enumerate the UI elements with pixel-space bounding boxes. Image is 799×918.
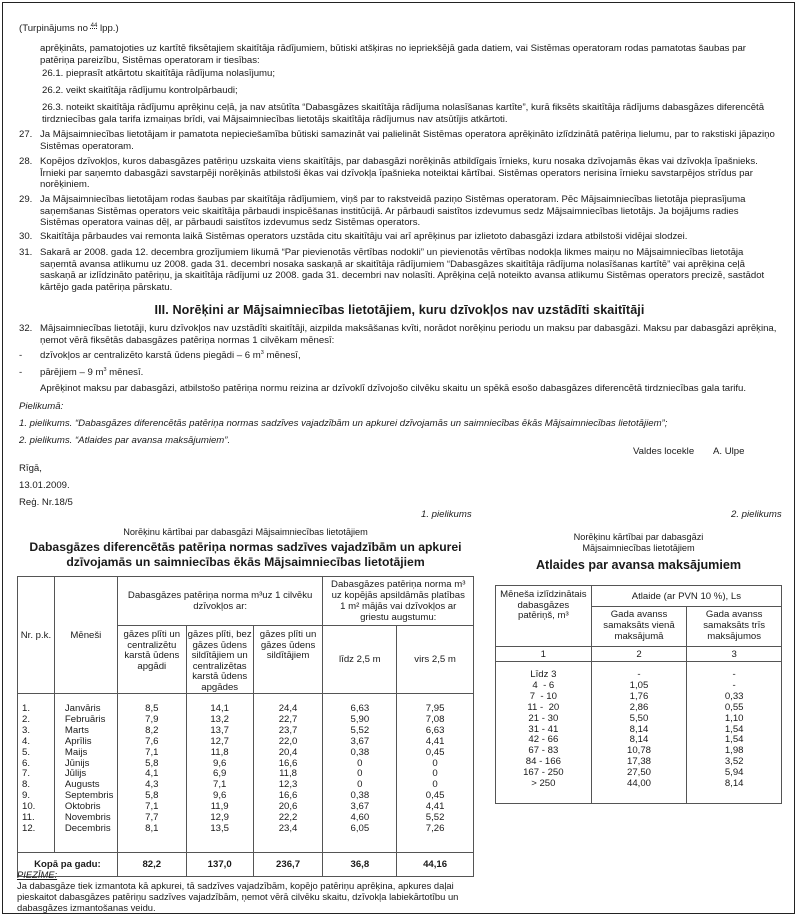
annex1-table	[17, 576, 474, 877]
header-col2: gāzes plīti, bez gāzes ūdens sildītājiem un centralizētas karstā ūdens apgādes	[186, 626, 253, 694]
paragraph-32	[19, 323, 779, 346]
three-payments-column	[687, 662, 782, 804]
table-cell: 27,50	[626, 767, 651, 779]
continuation-page: 44	[90, 23, 98, 29]
table-cell: Augusts	[64, 779, 100, 791]
table-cell: 8,14	[629, 734, 649, 746]
table-cell: 11.	[22, 812, 35, 824]
paragraph-text: Mājsaimniecības lietotāji, kuru dzīvokļos nav uzstādīti skaitītāji, aizpilda maksāšanas kvīti, norādot norēķinu periodu un maksu par dabasgāzi. Maksu par dabasgāzi aprēķina, ņemot vērā fiksētās dabasgāzes patēriņa normas 1 cilvēkam mēnesī:	[40, 323, 777, 346]
table-cell: 42 - 66	[528, 734, 559, 746]
table-cell: 13,7	[210, 724, 230, 736]
table-cell: Janvāris	[64, 703, 101, 714]
attachment-item-1: 1. pielikums. “Dabasgāzes diferencētās patēriņa normas sadzīves vajadzībām un apkurei dzīvojamās un saimniecības ēkās Mājsaimniecības lietotājiem”;	[19, 418, 668, 429]
signature-name: A. Ulpe	[713, 446, 745, 457]
table-cell: Aprīlis	[64, 735, 92, 747]
table-cell: 2,86	[629, 701, 649, 713]
subpoint-26-2: 26.2. veikt skaitītāja rādījumu kontrolpārbaudi;	[42, 85, 238, 96]
place: Rīgā,	[19, 463, 42, 474]
superscript: 3	[103, 367, 107, 373]
header-nr: Nr. p.k.	[18, 577, 55, 694]
table-cell: 9,6	[213, 790, 227, 802]
table-cell: 22,7	[278, 713, 298, 725]
table-cell: 7,08	[425, 713, 445, 725]
nr-column	[18, 694, 55, 853]
table-cell: 1,54	[724, 723, 744, 735]
table-cell: 8,14	[629, 723, 649, 735]
paragraph-28	[19, 156, 779, 191]
paragraph-text: Ja Mājsaimniecības lietotājam rodas šaubas par skaitītāja rādījumiem, viņš par to rakstveidā paziņo Sistēmas operatoram. Pēc Mājsaimniecības lietotāja pieprasījuma saņemšanas Sistēmas operators veic skaitītāja pārbaudi inspicēšanas institūcijā. Ar pārbaudi saistītos izdevumus sedz Mājsaimniecības lietotājs. Ja bojājums radies Sistēmas operatora vainas dēļ, ar pārbaudi saistītos izdevumus sedz Sistēmas operators.	[40, 194, 746, 229]
paragraph-number: 28.	[19, 156, 33, 167]
table-cell: Septembris	[64, 790, 114, 802]
total-col2: 137,0	[186, 853, 253, 877]
header-three-payments: Gada avanss samaksāts trīs maksājumos	[687, 607, 782, 647]
closing-paragraph: Aprēķinot maksu par dabasgāzi, atbilstošo patēriņa normu reizina ar dzīvoklī dzīvojošo cilvēku skaitu un spēkā esošo dabasgāzes diferencētā tirdzniecības gala tarifu.	[40, 383, 747, 394]
table-cell: 11,8	[210, 746, 229, 758]
table-cell: 11 - 20	[527, 701, 560, 713]
section-heading: III. Norēķini ar Mājsaimniecības lietotājiem, kuru dzīvokļos nav uzstādīti skaitītāji	[154, 303, 645, 317]
total-label: Kopā pa gadu:	[18, 853, 118, 877]
header-col5: virs 2,5 m	[397, 626, 474, 694]
table-cell: 1,98	[724, 745, 744, 757]
month-column	[54, 694, 117, 853]
table-cell: 84 - 166	[525, 756, 561, 768]
annex1-title-line2: dzīvojamās un saimniecības ēkās Mājsaimniecības lietotājiem	[66, 555, 425, 569]
table-cell: Novembris	[64, 812, 111, 824]
table-cell: 8.	[22, 779, 31, 791]
bullet-item	[19, 367, 779, 379]
table-cell: Marts	[64, 724, 89, 736]
table-cell: 10,78	[626, 745, 651, 757]
table-cell: 12,3	[278, 779, 298, 791]
subpoint-26-3: 26.3. noteikt skaitītāja rādījumu aprēķinu ceļā, ja nav atsūtīta “Dabasgāzes skaitītāja rādījuma nolasīšanas kartīte”, kurā fiksēts skaitītāja rādījums dabasgāzes diferencētā tirdzniecības gala tarifa izmaiņas brīdi, vai Mājsaimniecības lietotājs skaitītāja rādījumus nav atsūtījis atkārtoti.	[42, 102, 765, 125]
col2-values	[186, 694, 253, 853]
intro-paragraph: aprēķināts, pamatojoties uz kartītē fiksētajiem skaitītāja rādījumiem, būtiski atšķiras no iepriekšējā gada datiem, vai Sistēmas operatoram rodas pamatotas šaubas par patēriņa pareizību, Sistēmas operatoram ir tiesības:	[40, 43, 747, 66]
note-label: PIEZĪME:	[17, 869, 58, 880]
total-col3: 236,7	[253, 853, 323, 877]
col3-values	[253, 694, 323, 853]
table-cell: 20,4	[278, 746, 298, 758]
table-cell: Decembris	[64, 822, 111, 834]
table-cell: 1,54	[724, 734, 744, 746]
continuation-note	[19, 23, 119, 34]
table-cell: 13,2	[210, 713, 230, 725]
table-cell: 7,26	[425, 822, 445, 834]
table-cell: -	[637, 669, 641, 680]
table-cell: 11,8	[279, 768, 298, 780]
table-cell: 5,90	[350, 713, 370, 725]
header-discount-group: Atlaide (ar PVN 10 %), Ls	[591, 586, 781, 607]
table-cell: 3.	[22, 724, 31, 736]
table-cell: 22,0	[278, 735, 298, 747]
table-cell: 0	[432, 779, 438, 791]
table-cell: 23,7	[278, 724, 298, 736]
attachments-label: Pielikumā:	[19, 401, 64, 412]
table-cell: 9,6	[213, 757, 227, 769]
range-column	[496, 662, 592, 804]
table-cell: 14,1	[210, 703, 230, 714]
table-cell: 5,52	[425, 812, 445, 824]
annex1-title-line1: Dabasgāzes diferencētās patēriņa normas sadzīves vajadzībām un apkurei	[29, 540, 462, 554]
table-cell: 0	[357, 768, 363, 780]
data-rows	[18, 694, 474, 853]
table-cell: 9.	[22, 790, 31, 802]
table-cell: 0,33	[724, 690, 744, 702]
one-payment-column	[591, 662, 687, 804]
bullet-dash: -	[19, 350, 23, 361]
table-cell: 3,67	[350, 735, 370, 747]
bullet-text: pārējiem – 9 m	[40, 367, 104, 378]
table-cell: 0	[357, 757, 363, 769]
header-consumption: Mēneša izlīdzinātais dabasgāzes patēriņš, m³	[496, 586, 592, 647]
header-col4: līdz 2,5 m	[323, 626, 397, 694]
registration-number: Reģ. Nr.18/5	[19, 497, 73, 508]
annex2-label: 2. pielikums	[731, 509, 782, 520]
table-cell: 67 - 83	[528, 745, 559, 757]
table-cell: 4,41	[425, 735, 445, 747]
total-col4: 36,8	[323, 853, 397, 877]
table-cell: -	[732, 669, 736, 680]
table-cell: 8,1	[145, 822, 159, 834]
col5-values	[397, 694, 474, 853]
table-cell: > 250	[531, 778, 556, 790]
table-cell: 2.	[22, 713, 31, 725]
total-col5: 44,16	[397, 853, 474, 877]
table-cell: 0	[432, 757, 438, 769]
table-cell: 1,76	[629, 690, 649, 702]
paragraph-text: Skaitītāja pārbaudes vai remonta laikā Sistēmas operators uzstāda citu skaitītāju vai arī aprēķinus par izlietoto dabasgāzi izdara atbilstoši vidējai slodzei.	[40, 231, 688, 242]
total-col1: 82,2	[117, 853, 186, 877]
table-cell: 4 - 6	[532, 679, 555, 691]
table-cell: Oktobris	[64, 801, 101, 813]
continuation-suffix: lpp.)	[97, 23, 119, 34]
paragraph-text: Sakarā ar 2008. gada 12. decembra grozījumiem likumā “Par pievienotās vērtības nodokli” un pievienotās vērtības nodokļa likmes maiņu no Mājsaimniecības lietotāja saņemtā avansa atlikumu uz 2008. gada 31. decembri nosaka saskaņā ar skaitītāja rādījumiem “Dabasgāzes skaitītāja rādījuma nolasīšanas kartītē” vai aprēķina ceļā saskaņā ar izlīdzināto patēriņu, ja skaitītāja rādījumi uz 2008. gada 31. decembri nav nolasīti. Aprēķina ceļā noteikto avansa atlikumu Sistēmas operators precizē, sastādot kārtējo gada patēriņa pārskatu.	[40, 247, 765, 293]
table-cell: Maijs	[64, 746, 88, 758]
table-cell: 5,8	[145, 790, 159, 802]
table-cell: 0	[357, 779, 363, 791]
table-cell: 5,52	[350, 724, 370, 736]
table-cell: 1,05	[629, 679, 649, 691]
table-cell: 7,1	[213, 779, 227, 791]
table-cell: 0,45	[425, 790, 445, 802]
table-cell: 16,6	[278, 790, 298, 802]
continuation-prefix: (Turpinājums no	[19, 23, 91, 34]
table-cell: 31 - 41	[528, 723, 559, 735]
paragraph-text: Kopējos dzīvokļos, kuros dabasgāzes patēriņu uzskaita viens skaitītājs, par dabasgāzi norēķinās atbildīgais īrnieks, kuru nosaka dzīvojamās ēkas vai dzīvokļa īpašnieks. Īrnieki par saņemto dabasgāzi savstarpēji norēķinās atbilstoši ēkas vai dzīvokļa īpašnieka noteiktai kārtībai. Sistēmas operators nerisina īrnieku savstarpējos strīdus par norēķiniem.	[40, 156, 758, 191]
attachment-item-2: 2. pielikums. “Atlaides par avansa maksājumiem”.	[19, 435, 231, 446]
table-cell: 0,55	[724, 701, 744, 713]
table-cell: 3,67	[350, 801, 370, 813]
header-group-per-area: Dabasgāzes patēriņa norma m³ uz kopējās apsildāmās platības 1 m² mājās vai dzīvokļos ar griestu augstumu:	[323, 577, 474, 626]
table-cell: 167 - 250	[523, 767, 564, 779]
paragraph-number: 27.	[19, 129, 33, 140]
header-month: Mēneši	[54, 577, 117, 694]
table-cell: 0,38	[350, 790, 370, 802]
table-cell: 5.	[22, 746, 31, 758]
table-cell: 7,95	[425, 703, 445, 714]
table-cell: Jūlijs	[64, 768, 87, 780]
table-cell: 7,7	[145, 812, 159, 824]
total-row	[18, 853, 474, 877]
table-cell: 4,60	[350, 812, 370, 824]
table-cell: 6,63	[350, 703, 370, 714]
table-cell: -	[732, 679, 736, 691]
table-cell: 20,6	[278, 801, 298, 813]
paragraph-27	[19, 129, 779, 152]
note-text: Ja dabasgāze tiek izmantota kā apkurei, tā sadzīves vajadzībām, kopējo patēriņu aprēķina, apkures daļai pieskaitot dabasgāzes patēriņu sadzīves vajadzībām, ņemot vērā cilvēku skaitu, dzīvokļa labiekārtotību un dabasgāzes izmantošanas veidu.	[17, 880, 459, 914]
table-cell: 1.	[22, 703, 31, 714]
table-cell: 6.	[22, 757, 31, 769]
table-cell: 7,1	[145, 801, 159, 813]
data-rows	[496, 662, 782, 804]
table-cell: 10.	[22, 801, 36, 813]
col1-values	[117, 694, 186, 853]
col4-values	[323, 694, 397, 853]
paragraph-text: Ja Mājsaimniecības lietotājam ir pamatota nepieciešamība būtiski samazināt vai palielināt Sistēmas operatora aprēķināto izlīdzinātā patēriņa lielumu, par to rakstiski jāpaziņo Sistēmas operatoram.	[40, 129, 775, 152]
table-cell: 5,94	[724, 767, 744, 779]
table-cell: 4.	[22, 735, 31, 747]
subpoint-26-1: 26.1. pieprasīt atkārtotu skaitītāja rādījuma nolasījumu;	[42, 68, 276, 79]
annex1-label: 1. pielikums	[421, 509, 472, 520]
document-page	[2, 2, 795, 914]
annex2-title: Atlaides par avansa maksājumiem	[535, 558, 742, 572]
annex2-subtitle-line2: Mājsaimniecības lietotājiem	[582, 543, 695, 553]
bullet-dash: -	[19, 367, 23, 378]
paragraph-number: 32.	[19, 323, 33, 334]
table-cell: 7,9	[145, 713, 159, 725]
table-cell: 4,3	[145, 779, 159, 791]
table-cell: 12,7	[210, 735, 230, 747]
table-cell: 6,9	[213, 768, 227, 780]
bullet-text: dzīvokļos ar centralizēto karstā ūdens piegādi – 6 m	[40, 350, 261, 361]
col-number-2: 2	[591, 647, 687, 662]
annex1-subtitle: Norēķinu kārtībai par dabasgāzi Mājsaimniecības lietotājiem	[123, 527, 368, 537]
table-cell: Jūnijs	[64, 757, 90, 769]
table-cell: 12.	[22, 822, 36, 834]
table-cell: 7.	[22, 768, 31, 780]
table-cell: 23,4	[278, 822, 298, 834]
table-cell: 4,41	[425, 801, 445, 813]
table-cell: 12,9	[210, 812, 230, 824]
table-cell: 3,52	[724, 756, 744, 768]
annex2-subtitle-line1: Norēķinu kārtībai par dabasgāzi	[573, 532, 704, 542]
paragraph-30	[19, 231, 779, 243]
table-cell: 0	[432, 768, 438, 780]
table-cell: 11,9	[210, 801, 229, 813]
table-cell: 4,1	[145, 768, 159, 780]
table-cell: 22,2	[278, 812, 298, 824]
col-number-3: 3	[687, 647, 782, 662]
table-cell: 7 - 10	[529, 690, 557, 702]
table-cell: Februāris	[64, 713, 106, 725]
table-cell: 5,50	[629, 712, 649, 724]
col-number-1: 1	[496, 647, 592, 662]
table-cell: 8,14	[724, 778, 744, 790]
table-cell: 8,2	[145, 724, 159, 736]
table-cell: 21 - 30	[528, 712, 559, 724]
table-cell: 1,10	[724, 712, 744, 724]
table-cell: 13,5	[210, 822, 230, 834]
header-col1: gāzes plīti un centralizētu karstā ūdens apgādi	[117, 626, 186, 694]
header-group-per-person: Dabasgāzes patēriņa norma m³uz 1 cilvēku dzīvokļos ar:	[117, 577, 323, 626]
table-cell: 0,38	[350, 746, 370, 758]
table-cell: 0,45	[425, 746, 445, 758]
table-cell: 16,6	[278, 757, 298, 769]
paragraph-31	[19, 247, 779, 293]
table-cell: 44,00	[626, 778, 651, 790]
table-cell: 8,5	[145, 703, 159, 714]
superscript: 3	[260, 350, 264, 356]
header-col3: gāzes plīti un gāzes ūdens sildītājiem	[253, 626, 323, 694]
table-cell: 17,38	[626, 756, 651, 768]
paragraph-29	[19, 194, 779, 229]
header-one-payment: Gada avanss samaksāts vienā maksājumā	[591, 607, 687, 647]
table-cell: Līdz 3	[530, 669, 557, 680]
bullet-tail: mēnesī,	[263, 350, 301, 361]
paragraph-number: 30.	[19, 231, 33, 242]
paragraph-number: 29.	[19, 194, 33, 205]
table-cell: 7,6	[145, 735, 159, 747]
table-cell: 6,05	[350, 822, 370, 834]
bullet-item	[19, 350, 779, 362]
bullet-tail: mēnesī.	[106, 367, 144, 378]
signature-role: Valdes locekle	[633, 446, 695, 457]
date: 13.01.2009.	[19, 480, 70, 491]
table-cell: 6,63	[425, 724, 445, 736]
table-cell: 7,1	[145, 746, 159, 758]
table-cell: 5,8	[145, 757, 159, 769]
annex2-table	[495, 585, 782, 804]
paragraph-number: 31.	[19, 247, 33, 258]
table-cell: 24,4	[278, 703, 298, 714]
